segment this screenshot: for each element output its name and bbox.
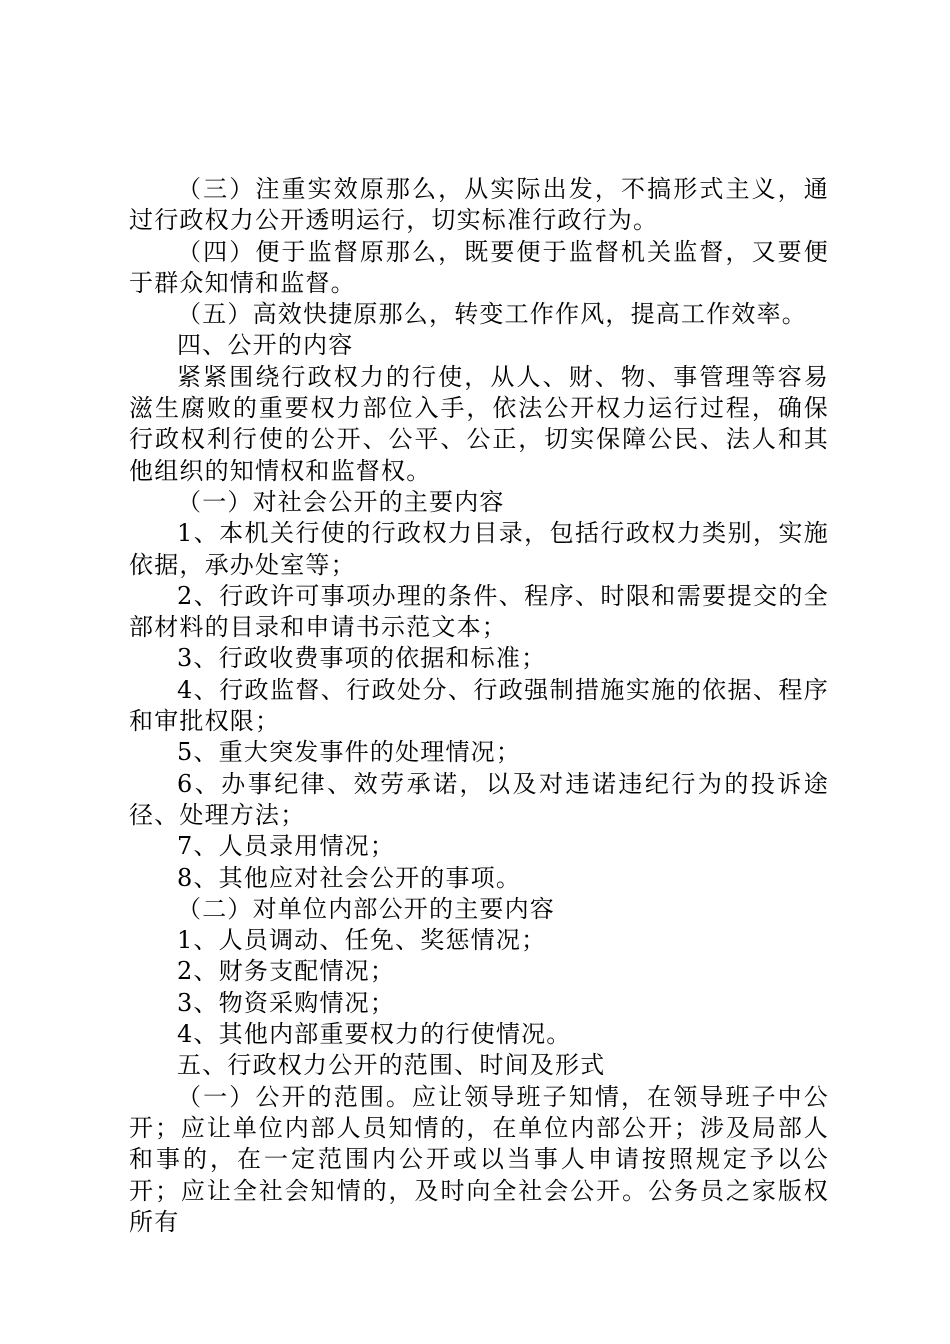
subheading-public-content: （一）对社会公开的主要内容 xyxy=(177,487,505,516)
list-item: 6、办事纪律、效劳承诺，以及对违诺违纪行为的投诉途径、处理方法； xyxy=(129,769,829,829)
list-item: 1、本机关行使的行政权力目录，包括行政权力类别，实施依据，承办处室等； xyxy=(129,519,829,579)
list-item: 4、其他内部重要权力的行使情况。 xyxy=(177,1020,572,1049)
list-item: 4、行政监督、行政处分、行政强制措施实施的依据、程序和审批权限； xyxy=(129,675,829,736)
list-item: 2、行政许可事项办理的条件、程序、时限和需要提交的全部材料的目录和申请书示范文本； xyxy=(129,581,829,642)
document-page xyxy=(129,174,829,1238)
subheading-internal-content: （二）对单位内部公开的主要内容 xyxy=(177,894,555,923)
list-item: 8、其他应对社会公开的事项。 xyxy=(177,863,522,892)
list-item: 7、人员录用情况； xyxy=(177,832,396,861)
list-item: 3、行政收费事项的依据和标准； xyxy=(177,644,547,673)
paragraph-principle-4: （四）便于监督原那么，既要便于监督机关监督，又要便于群众知情和监督。 xyxy=(129,237,829,297)
list-item: 1、人员调动、任免、奖惩情况； xyxy=(177,926,547,955)
list-item: 5、重大突发事件的处理情况； xyxy=(177,738,522,767)
paragraph-principle-5: （五）高效快捷原那么，转变工作作风，提高工作效率。 xyxy=(177,300,807,329)
list-item: 2、财务支配情况； xyxy=(177,957,396,986)
section-heading-4: 四、公开的内容 xyxy=(177,331,354,360)
paragraph-scope: （一）公开的范围。应让领导班子知情，在领导班子中公开；应让单位内部人员知情的，在单位内部公开；涉及局部人和事的，在一定范围内公开或以当事人申请按照规定予以公开；应让全社会知情的，及时向全社会公开。公务员之家版权所有 xyxy=(129,1082,829,1236)
list-item: 3、物资采购情况； xyxy=(177,988,396,1017)
section-heading-5: 五、行政权力公开的范围、时间及形式 xyxy=(177,1051,606,1080)
paragraph-content-intro: 紧紧围绕行政权力的行使，从人、财、物、事管理等容易滋生腐败的重要权力部位入手，依法公开权力运行过程，确保行政权利行使的公开、公平、公正，切实保障公民、法人和其他组织的知情权和监督权。 xyxy=(129,362,829,485)
paragraph-principle-3: （三）注重实效原那么，从实际出发，不搞形式主义，通过行政权力公开透明运行，切实标准行政行为。 xyxy=(129,175,829,235)
